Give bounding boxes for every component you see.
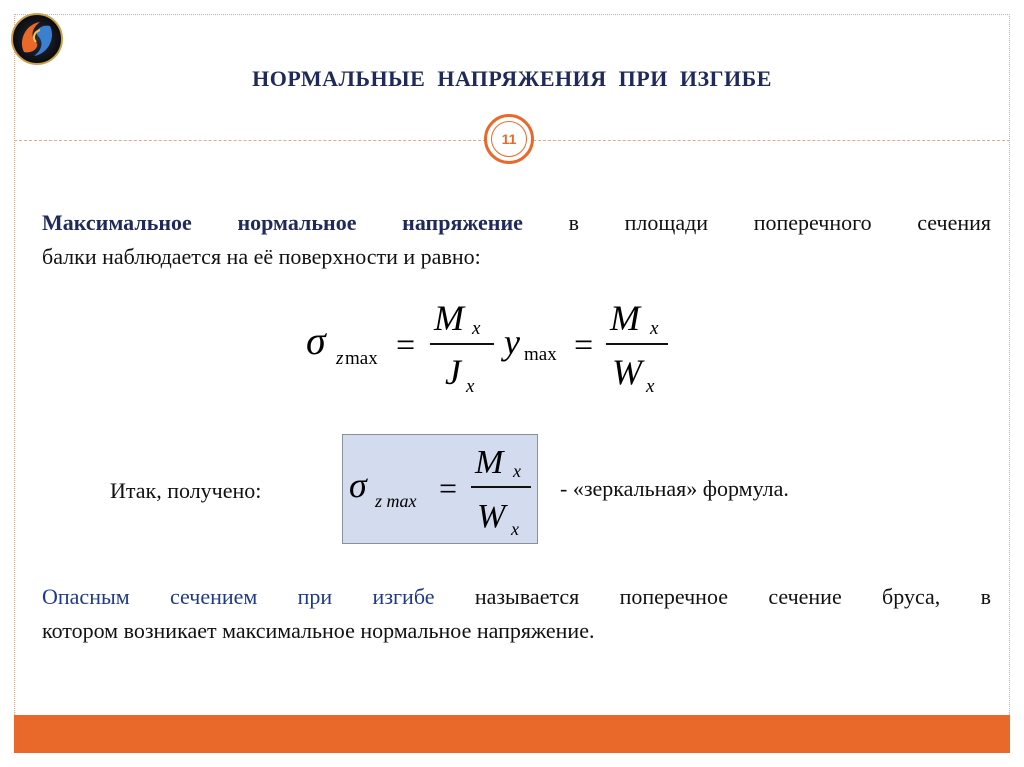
formula-denominator-2: W bbox=[612, 352, 642, 392]
mirror-numerator-sub: x bbox=[513, 461, 521, 481]
formula-sigma: σ bbox=[306, 318, 326, 363]
formula-numerator-1: M bbox=[434, 298, 464, 338]
formula-y-sub: max bbox=[524, 344, 557, 365]
mirror-formula-note: - «зеркальная» формула. bbox=[560, 476, 789, 501]
mirror-equals: = bbox=[439, 470, 458, 506]
frame-top-border bbox=[14, 14, 1010, 15]
mirror-sigma-sub: z max bbox=[375, 491, 417, 511]
formula-equals-2: = bbox=[574, 327, 594, 364]
dangerous-line-2: котором возникает максимальное нормальное напряжение. bbox=[42, 618, 595, 643]
formula-numerator-2: M bbox=[610, 298, 640, 338]
frame-right-border bbox=[1009, 14, 1010, 753]
dangerous-line-1 bbox=[42, 580, 991, 614]
formula-numerator-2-sub: x bbox=[650, 318, 659, 339]
mirror-formula-box bbox=[342, 434, 538, 544]
mirror-numerator: M bbox=[475, 444, 504, 481]
formula-numerator-1-sub: x bbox=[472, 318, 481, 339]
dangerous-line-1-rest: называется поперечное сечение бруса, в bbox=[434, 584, 991, 609]
formula-y: y bbox=[504, 322, 520, 362]
formula-denominator-1-sub: x bbox=[466, 376, 475, 397]
slide-title: НОРМАЛЬНЫЕ НАПРЯЖЕНИЯ ПРИ ИЗГИБЕ bbox=[252, 66, 772, 91]
definition-paragraph bbox=[42, 206, 991, 274]
page-number: 11 bbox=[491, 121, 527, 157]
formula-denominator-2-sub: x bbox=[646, 376, 655, 397]
conclusion-label: Итак, получено: bbox=[110, 478, 262, 503]
definition-line-2: балки наблюдается на её поверхности и равно: bbox=[42, 244, 481, 269]
page-number-badge bbox=[484, 114, 534, 164]
definition-term: Максимальное нормальное напряжение bbox=[42, 210, 523, 235]
frame-left-border bbox=[14, 14, 15, 753]
formula-equals-1: = bbox=[396, 327, 416, 364]
mirror-sigma: σ bbox=[349, 465, 367, 505]
max-stress-formula bbox=[300, 292, 680, 404]
mirror-denominator-sub: x bbox=[511, 519, 519, 539]
mirror-denominator: W bbox=[477, 498, 506, 535]
footer-bar bbox=[14, 715, 1010, 753]
formula-sigma-sub-max: max bbox=[345, 348, 378, 369]
mirror-formula bbox=[343, 435, 537, 543]
definition-line-1-rest: в площади поперечного сечения bbox=[522, 210, 992, 235]
formula-sigma-sub-z: z bbox=[336, 348, 344, 369]
formula-denominator-1: J bbox=[445, 352, 461, 392]
flame-swirl-logo-icon bbox=[10, 12, 64, 66]
definition-line-1 bbox=[42, 206, 991, 240]
dangerous-section-paragraph bbox=[42, 580, 991, 648]
dangerous-section-term: Опасным сечением при изгибе bbox=[42, 584, 435, 609]
